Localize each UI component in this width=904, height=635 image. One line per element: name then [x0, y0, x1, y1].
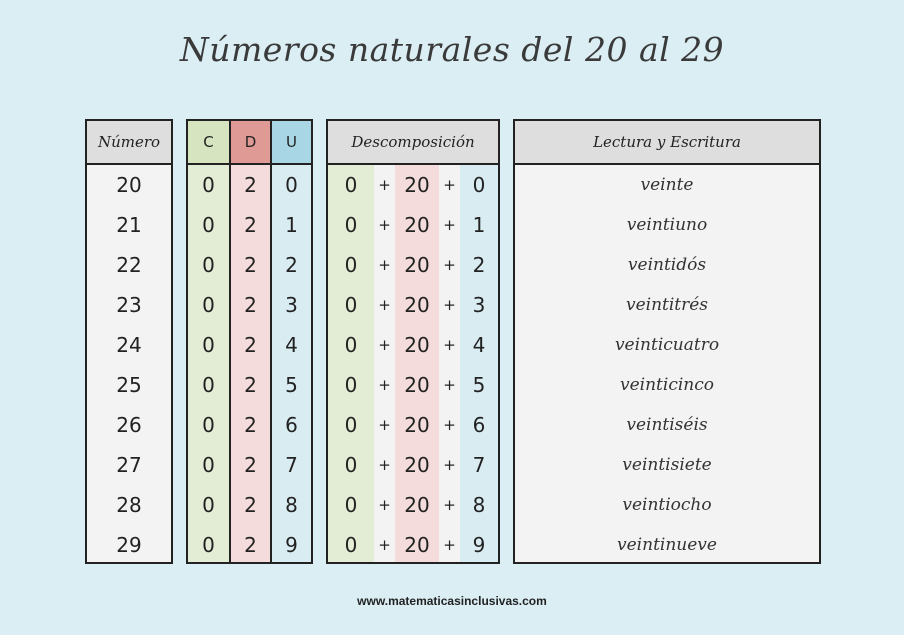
u-cell: 4: [285, 333, 298, 357]
c-header: C: [188, 121, 229, 165]
dc-cell: 0: [344, 293, 358, 317]
numero-cell: 20: [116, 173, 142, 197]
dd-cell: 20: [404, 253, 430, 277]
u-cell: 1: [285, 213, 298, 237]
word-cell: veinticinco: [620, 375, 714, 395]
numero-cell: 23: [116, 293, 142, 317]
u-cell: 2: [285, 253, 298, 277]
numero-column: [87, 165, 171, 562]
numero-header: Número: [87, 121, 171, 165]
numero-cell: 22: [116, 253, 142, 277]
plus-sign: +: [378, 376, 391, 394]
dd-cell: 20: [404, 173, 430, 197]
d-cell: 2: [244, 173, 257, 197]
dc-cell: 0: [344, 173, 358, 197]
dd-cell: 20: [404, 453, 430, 477]
du-cell: 1: [472, 213, 486, 237]
c-cell: 0: [202, 333, 215, 357]
plus-sign: +: [378, 296, 391, 314]
d-cell: 2: [244, 453, 257, 477]
plus2-values: [439, 165, 460, 562]
du-cell: 0: [472, 173, 486, 197]
du-cell: 9: [472, 533, 486, 557]
dc-cell: 0: [344, 493, 358, 517]
dd-cell: 20: [404, 533, 430, 557]
lectura-header: Lectura y Escritura: [515, 121, 819, 165]
d-cell: 2: [244, 493, 257, 517]
plus-sign: +: [443, 536, 456, 554]
word-cell: veinticuatro: [614, 335, 720, 355]
plus-sign: +: [443, 336, 456, 354]
plus-sign: +: [443, 176, 456, 194]
plus-sign: +: [443, 296, 456, 314]
c-cell: 0: [202, 493, 215, 517]
plus-sign: +: [378, 336, 391, 354]
numero-panel: [85, 119, 173, 564]
dd-values: [395, 165, 439, 562]
d-cell: 2: [244, 293, 257, 317]
dd-cell: 20: [404, 293, 430, 317]
du-cell: 4: [472, 333, 486, 357]
c-cell: 0: [202, 173, 215, 197]
plus-sign: +: [378, 416, 391, 434]
dc-cell: 0: [344, 453, 358, 477]
word-cell: veintinueve: [617, 535, 717, 555]
u-cell: 3: [285, 293, 298, 317]
page-title: Números naturales del 20 al 29: [179, 30, 725, 69]
numero-cell: 25: [116, 373, 142, 397]
word-cell: veintiuno: [626, 215, 708, 235]
plus1-values: [374, 165, 395, 562]
dd-cell: 20: [404, 333, 430, 357]
plus-sign: +: [443, 256, 456, 274]
word-cell: veintiocho: [622, 495, 712, 515]
word-cell: veintiséis: [626, 415, 708, 435]
c-cell: 0: [202, 453, 215, 477]
dc-cell: 0: [344, 333, 358, 357]
u-cell: 6: [285, 413, 298, 437]
numero-cell: 24: [116, 333, 142, 357]
plus-sign: +: [443, 496, 456, 514]
du-values: [460, 165, 498, 562]
word-cell: veintitrés: [625, 295, 709, 315]
word-cell: veintidós: [627, 255, 707, 275]
c-cell: 0: [202, 413, 215, 437]
dd-cell: 20: [404, 213, 430, 237]
u-header: U: [272, 121, 311, 165]
u-cell: 5: [285, 373, 298, 397]
d-values: [231, 165, 270, 562]
plus-sign: +: [443, 456, 456, 474]
c-cell: 0: [202, 253, 215, 277]
c-values: [188, 165, 229, 562]
d-cell: 2: [244, 253, 257, 277]
dd-cell: 20: [404, 493, 430, 517]
plus-sign: +: [443, 416, 456, 434]
plus-sign: +: [378, 216, 391, 234]
dc-cell: 0: [344, 373, 358, 397]
c-cell: 0: [202, 293, 215, 317]
d-cell: 2: [244, 333, 257, 357]
plus-sign: +: [378, 256, 391, 274]
du-cell: 7: [472, 453, 486, 477]
c-cell: 0: [202, 213, 215, 237]
plus-sign: +: [378, 176, 391, 194]
d-cell: 2: [244, 533, 257, 557]
u-cell: 0: [285, 173, 298, 197]
dc-values: [328, 165, 374, 562]
d-header: D: [231, 121, 270, 165]
numero-cell: 27: [116, 453, 142, 477]
plus-sign: +: [378, 496, 391, 514]
du-cell: 8: [472, 493, 486, 517]
du-cell: 5: [472, 373, 486, 397]
c-cell: 0: [202, 373, 215, 397]
plus-sign: +: [443, 216, 456, 234]
lectura-panel: [513, 119, 821, 564]
du-cell: 2: [472, 253, 486, 277]
numero-cell: 21: [116, 213, 142, 237]
dc-cell: 0: [344, 253, 358, 277]
cdu-panel: [186, 119, 313, 564]
numero-cell: 28: [116, 493, 142, 517]
word-cell: veintisiete: [622, 455, 712, 475]
footer-url: www.matematicasinclusivas.com: [357, 594, 547, 608]
u-cell: 8: [285, 493, 298, 517]
plus-sign: +: [443, 376, 456, 394]
numero-cell: 26: [116, 413, 142, 437]
du-cell: 6: [472, 413, 486, 437]
du-cell: 3: [472, 293, 486, 317]
c-cell: 0: [202, 533, 215, 557]
dd-cell: 20: [404, 373, 430, 397]
dc-cell: 0: [344, 213, 358, 237]
word-column: [515, 165, 819, 562]
plus-sign: +: [378, 536, 391, 554]
u-values: [272, 165, 311, 562]
numero-cell: 29: [116, 533, 142, 557]
plus-sign: +: [378, 456, 391, 474]
descomposicion-panel: [326, 119, 500, 564]
d-cell: 2: [244, 373, 257, 397]
u-cell: 7: [285, 453, 298, 477]
dc-cell: 0: [344, 533, 358, 557]
dc-cell: 0: [344, 413, 358, 437]
word-cell: veinte: [640, 175, 694, 195]
u-cell: 9: [285, 533, 298, 557]
d-cell: 2: [244, 413, 257, 437]
dd-cell: 20: [404, 413, 430, 437]
d-cell: 2: [244, 213, 257, 237]
descomposicion-header: Descomposición: [328, 121, 498, 165]
